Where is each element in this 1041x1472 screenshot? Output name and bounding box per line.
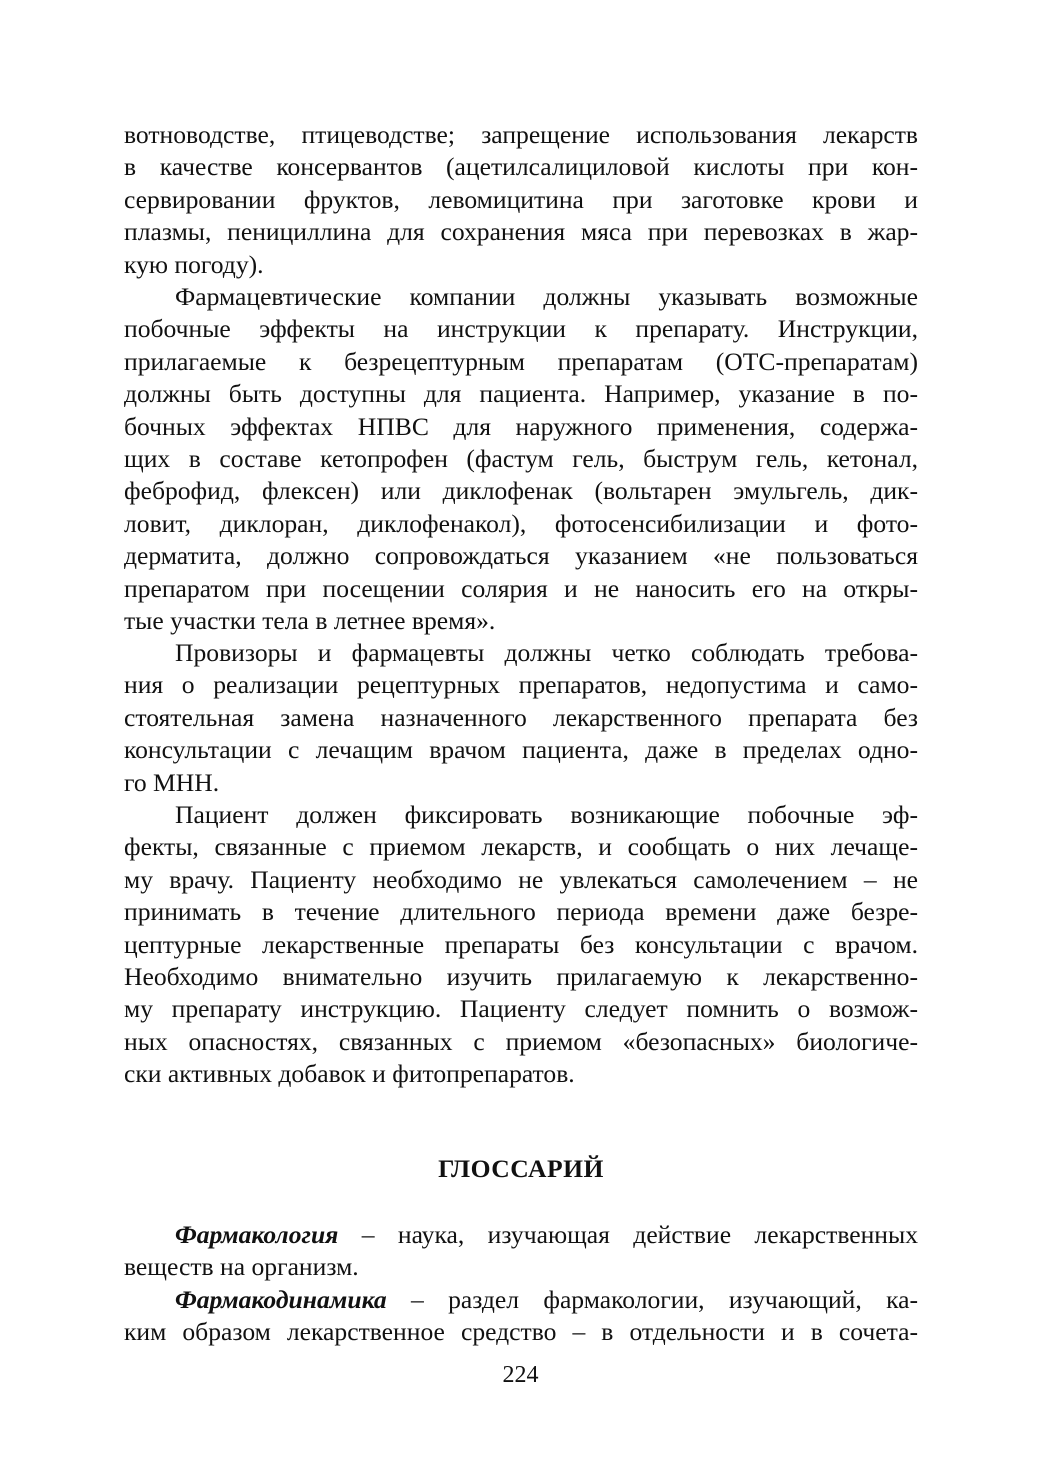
text-line: ных опасностях, связанных с приемом «безопасных» биологиче- [124, 1026, 918, 1056]
text-line: го МНН. [124, 767, 220, 797]
text-line: стоятельная замена назначенного лекарственного препарата без [124, 702, 918, 732]
text-line: бочных эффектах НПВС для наружного применения, содержа- [124, 411, 918, 441]
text-line: побочные эффекты на инструкции к препарату. Инструкции, [124, 314, 918, 344]
text-line: Пациент должен фиксировать возникающие побочные эф- [175, 800, 918, 829]
text-line: тые участки тела в летнее время». [124, 606, 496, 636]
glossary-definition: – раздел фармакологии, изучающий, ка- [386, 1285, 918, 1314]
text-line: ния о реализации рецептурных препаратов, недопустима и само- [124, 670, 918, 700]
paragraph-4 [124, 799, 918, 1091]
glossary-entry-first-line [124, 1284, 918, 1316]
text-line: консультации с лечащим врачом пациента, даже в пределах одно- [124, 735, 918, 765]
text-line: фекты, связанные с приемом лекарств, и сообщать о них лечаще- [124, 832, 918, 862]
glossary-definition: – наука, изучающая действие лекарственных [338, 1220, 918, 1249]
glossary-entry [124, 1219, 918, 1284]
glossary-term: Фармакодинамика [175, 1285, 387, 1314]
glossary-entry [124, 1284, 918, 1349]
text-line: му врачу. Пациенту необходимо не увлекаться самолечением – не [124, 864, 918, 894]
text-line: щих в составе кетопрофен (фастум гель, быструм гель, кетонал, [124, 444, 918, 474]
paragraph-3 [124, 637, 918, 799]
glossary-term: Фармакология [175, 1220, 339, 1249]
text-line: прилагаемые к безрецептурным препаратам (ОТС-препаратам) [124, 346, 918, 376]
text-line: сервировании фруктов, левомицитина при заготовке крови и [124, 184, 918, 214]
text-line: Фармацевтические компании должны указывать возможные [175, 282, 918, 311]
text-line: му препарату инструкцию. Пациенту следует помнить о возмож- [124, 994, 918, 1024]
paragraph-2 [124, 281, 918, 637]
glossary-heading: ГЛОССАРИЙ [438, 1154, 604, 1183]
text-line: кую погоду). [124, 249, 264, 279]
text-line: принимать в течение длительного периода времени даже безре- [124, 897, 918, 927]
text-line: вотноводстве, птицеводстве; запрещение использования лекарств [124, 120, 918, 149]
text-line: препаратом при посещении солярия и не наносить его на откры- [124, 573, 918, 603]
glossary-definition-continued: ким образом лекарственное средство – в отдельности и в сочета- [124, 1317, 918, 1347]
text-line: должны быть доступны для пациента. Например, указание в по- [124, 379, 918, 409]
text-line: дерматита, должно сопровождаться указанием «не пользоваться [124, 541, 918, 571]
text-line: Необходимо внимательно изучить прилагаемую к лекарственно- [124, 962, 918, 992]
text-line: ловит, диклоран, диклофенакол), фотосенсибилизации и фото- [124, 508, 918, 538]
text-line: цептурные лекарственные препараты без консультации с врачом. [124, 929, 918, 959]
page-number: 224 [502, 1362, 539, 1388]
text-line: в качестве консервантов (ацетилсалициловой кислоты при кон- [124, 152, 918, 182]
text-line: Провизоры и фармацевты должны четко соблюдать требова- [175, 638, 918, 667]
text-line: феброфид, флексен) или диклофенак (вольтарен эмульгель, дик- [124, 476, 918, 506]
glossary-definition-continued: веществ на организм. [124, 1252, 359, 1282]
paragraph-1 [124, 119, 918, 281]
text-line: ски активных добавок и фитопрепаратов. [124, 1059, 575, 1089]
text-line: плазмы, пенициллина для сохранения мяса при перевозках в жар- [124, 217, 918, 247]
glossary-entry-first-line [124, 1219, 918, 1251]
